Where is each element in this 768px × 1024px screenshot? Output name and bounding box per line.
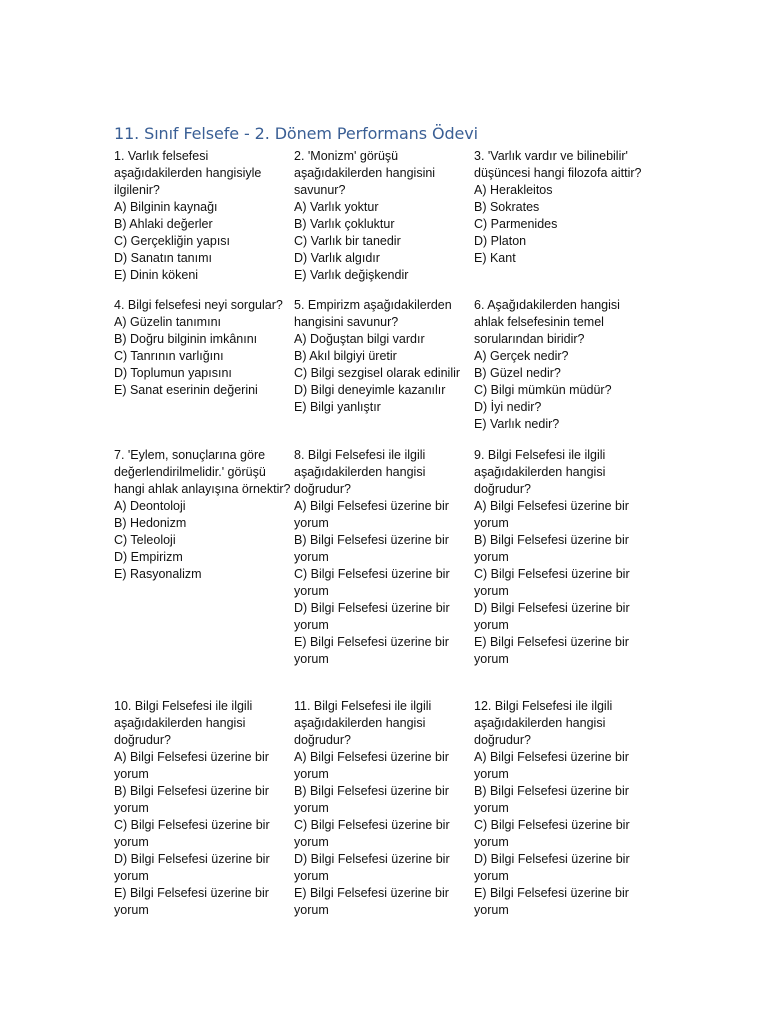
option-b: B) Bilgi Felsefesi üzerine bir yorum: [294, 533, 449, 564]
option-a: A) Doğuştan bilgi vardır: [294, 332, 425, 346]
question-text: 5. Empirizm aşağıdakilerden hangisini savunur?: [294, 298, 452, 329]
option-d: D) Varlık algıdır: [294, 251, 380, 265]
option-e: E) Bilgi Felsefesi üzerine bir yorum: [294, 635, 449, 666]
option-c: C) Bilgi sezgisel olarak edinilir: [294, 366, 461, 380]
option-a: A) Güzelin tanımını: [114, 315, 221, 329]
option-b: B) Hedonizm: [114, 516, 187, 530]
question-text: 4. Bilgi felsefesi neyi sorgular?: [114, 298, 283, 312]
question-text: 1. Varlık felsefesi aşağıdakilerden hangisiyle ilgilenir?: [114, 149, 262, 197]
option-c: C) Gerçekliğin yapısı: [114, 234, 231, 248]
option-a: A) Bilgi Felsefesi üzerine bir yorum: [474, 750, 629, 781]
question-text: 10. Bilgi Felsefesi ile ilgili aşağıdakilerden hangisi doğrudur?: [114, 699, 253, 747]
option-d: D) Toplumun yapısını: [114, 366, 232, 380]
question-block-1: [114, 148, 292, 284]
option-a: A) Varlık yoktur: [294, 200, 379, 214]
option-d: D) Empirizm: [114, 550, 183, 564]
option-c: C) Parmenides: [474, 217, 558, 231]
question-text: 8. Bilgi Felsefesi ile ilgili aşağıdakilerden hangisi doğrudur?: [294, 448, 426, 496]
option-b: B) Varlık çokluktur: [294, 217, 395, 231]
question-block-12: [474, 698, 652, 919]
question-block-2: [294, 148, 472, 284]
option-c: C) Bilgi Felsefesi üzerine bir yorum: [474, 818, 630, 849]
option-d: D) Bilgi deneyimle kazanılır: [294, 383, 446, 397]
option-e: E) Dinin kökeni: [114, 268, 199, 282]
option-c: C) Teleoloji: [114, 533, 176, 547]
option-b: B) Bilgi Felsefesi üzerine bir yorum: [114, 784, 269, 815]
page-title: 11. Sınıf Felsefe - 2. Dönem Performans Ödevi: [114, 124, 478, 143]
option-d: D) Bilgi Felsefesi üzerine bir yorum: [474, 852, 630, 883]
option-a: A) Gerçek nedir?: [474, 349, 569, 363]
question-text: 6. Aşağıdakilerden hangisi ahlak felsefesinin temel sorularından biridir?: [474, 298, 620, 346]
option-e: E) Bilgi Felsefesi üzerine bir yorum: [474, 635, 629, 666]
option-e: E) Rasyonalizm: [114, 567, 202, 581]
option-d: D) Platon: [474, 234, 527, 248]
option-c: C) Bilgi Felsefesi üzerine bir yorum: [294, 567, 450, 598]
option-e: E) Bilgi Felsefesi üzerine bir yorum: [474, 886, 629, 917]
option-b: B) Güzel nedir?: [474, 366, 561, 380]
option-b: B) Bilgi Felsefesi üzerine bir yorum: [294, 784, 449, 815]
question-block-6: [474, 297, 652, 433]
option-c: C) Varlık bir tanedir: [294, 234, 401, 248]
question-block-10: [114, 698, 292, 919]
question-block-4: [114, 297, 292, 399]
option-d: D) Bilgi Felsefesi üzerine bir yorum: [294, 852, 450, 883]
option-b: B) Ahlaki değerler: [114, 217, 213, 231]
option-e: E) Varlık nedir?: [474, 417, 560, 431]
question-text: 3. 'Varlık vardır ve bilinebilir' düşüncesi hangi filozofa aittir?: [474, 149, 642, 180]
question-block-7: [114, 447, 292, 583]
question-text: 11. Bilgi Felsefesi ile ilgili aşağıdakilerden hangisi doğrudur?: [294, 699, 432, 747]
option-d: D) Bilgi Felsefesi üzerine bir yorum: [294, 601, 450, 632]
question-block-8: [294, 447, 472, 668]
option-e: E) Varlık değişkendir: [294, 268, 409, 282]
option-c: C) Bilgi Felsefesi üzerine bir yorum: [114, 818, 270, 849]
option-e: E) Bilgi Felsefesi üzerine bir yorum: [294, 886, 449, 917]
option-e: E) Bilgi yanlıştır: [294, 400, 381, 414]
question-text: 9. Bilgi Felsefesi ile ilgili aşağıdakilerden hangisi doğrudur?: [474, 448, 606, 496]
question-block-11: [294, 698, 472, 919]
option-e: E) Sanat eserinin değerini: [114, 383, 258, 397]
option-d: D) Bilgi Felsefesi üzerine bir yorum: [114, 852, 270, 883]
option-a: A) Bilgi Felsefesi üzerine bir yorum: [114, 750, 269, 781]
question-block-9: [474, 447, 652, 668]
option-d: D) Sanatın tanımı: [114, 251, 212, 265]
option-a: A) Bilgi Felsefesi üzerine bir yorum: [294, 499, 449, 530]
question-text: 12. Bilgi Felsefesi ile ilgili aşağıdakilerden hangisi doğrudur?: [474, 699, 613, 747]
question-text: 2. 'Monizm' görüşü aşağıdakilerden hangisini savunur?: [294, 149, 436, 197]
option-e: E) Kant: [474, 251, 516, 265]
question-text: 7. 'Eylem, sonuçlarına göre değerlendirilmelidir.' görüşü hangi ahlak anlayışına örnektir?: [114, 448, 291, 496]
option-b: B) Doğru bilginin imkânını: [114, 332, 258, 346]
option-d: D) İyi nedir?: [474, 400, 542, 414]
option-b: B) Bilgi Felsefesi üzerine bir yorum: [474, 784, 629, 815]
option-c: C) Tanrının varlığını: [114, 349, 224, 363]
option-c: C) Bilgi Felsefesi üzerine bir yorum: [474, 567, 630, 598]
option-b: B) Akıl bilgiyi üretir: [294, 349, 397, 363]
option-a: A) Bilgi Felsefesi üzerine bir yorum: [294, 750, 449, 781]
option-a: A) Bilgi Felsefesi üzerine bir yorum: [474, 499, 629, 530]
option-c: C) Bilgi Felsefesi üzerine bir yorum: [294, 818, 450, 849]
option-b: B) Bilgi Felsefesi üzerine bir yorum: [474, 533, 629, 564]
option-d: D) Bilgi Felsefesi üzerine bir yorum: [474, 601, 630, 632]
option-a: A) Herakleitos: [474, 183, 553, 197]
option-b: B) Sokrates: [474, 200, 540, 214]
option-e: E) Bilgi Felsefesi üzerine bir yorum: [114, 886, 269, 917]
question-block-5: [294, 297, 472, 416]
option-a: A) Bilginin kaynağı: [114, 200, 218, 214]
option-c: C) Bilgi mümkün müdür?: [474, 383, 612, 397]
question-block-3: [474, 148, 652, 267]
option-a: A) Deontoloji: [114, 499, 186, 513]
